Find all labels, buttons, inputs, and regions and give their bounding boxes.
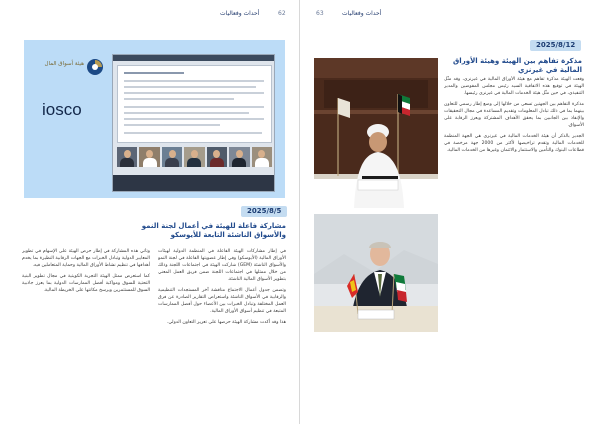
iosco-wordmark: iosco: [42, 100, 82, 119]
participant-tile: [229, 147, 249, 167]
article-column-right: [158, 248, 286, 418]
article-headline: مذكرة تفاهم بين الهيئة وهيئة الأوراق المالية في غيرنزي: [453, 57, 582, 74]
participant-tile: [252, 147, 272, 167]
article-date: 2025/8/12: [530, 40, 581, 51]
paragraph: في إطار مشاركات الهيئة الفاعلة في المنظمة الدولية لهيئات الأوراق المالية (الأيوسكو) وفي إطار عضويتها الفاعلة في لجنة النمو والأسواق الناشئة (GEM) شاركت الهيئة في اجتماعات اللجنة وذلك من خلال ممثلها في اجتماعات اللجنة ضمن فريق العمل المعني بتطوير الأسواق المالية الناشئة.: [158, 249, 286, 282]
participant-tile: [139, 147, 159, 167]
paragraph: وتأتي هذه المشاركة في إطار حرص الهيئة على الإسهام في تطوير المعايير الدولية وتبادل الخبرات مع الجهات الرقابية النظيرة بما يخدم أهدافها في تنظيم نشاط الأوراق المالية وحماية المتعاملين فيه.: [22, 249, 150, 268]
participant-tile: [184, 147, 204, 167]
article-body: [444, 76, 584, 246]
iosco-logo: [42, 58, 100, 136]
cma-logo-icon: [86, 58, 104, 76]
article-date: 2025/8/5: [241, 206, 287, 217]
article-column-left: [22, 248, 150, 418]
page-number: 63: [316, 10, 324, 17]
participant-tiles: [117, 147, 272, 167]
article-headline: مشاركة فاعلة للهيئة في أعمال لجنة النمو والأسواق الناشئة التابعة للأيوسكو: [141, 222, 286, 239]
paragraph: وقعت الهيئة مذكرة تفاهم مع هيئة الأوراق المالية في غيرنزي، وقد مثّل الهيئة في توقيع هذه الاتفاقية السيد رئيس مجلس المفوضين والمدير التنفيذي، في حين مثّل هيئة الخدمات المالية في غيرنزي رئيسها.: [444, 77, 584, 96]
participant-tile: [162, 147, 182, 167]
signing-illustration: [314, 58, 438, 208]
paragraph: الجدير بالذكر أن هيئة الخدمات المالية في غيرنزي هي الجهة المنظمة للخدمات المالية وتقدم تراخيصها لأكثر من 2000 جهة مرخصة في قطاعات البنوك والتأمين والاستثمار والائتمان وغيرها من الخدمات المالية.: [444, 134, 584, 153]
signing-photo: [314, 58, 438, 208]
video-conference-screenshot: [112, 54, 275, 192]
right-page: [300, 0, 600, 424]
participant-tile: [117, 147, 137, 167]
running-head: أحداث وفعاليات: [342, 10, 382, 17]
call-toolbar: [113, 175, 274, 191]
running-head: أحداث وفعاليات: [220, 10, 260, 17]
window-title-bar: [113, 55, 274, 61]
shared-document: [117, 65, 272, 143]
counterpart-illustration: [314, 214, 438, 332]
counterpart-signing-photo: [314, 214, 438, 332]
paragraph: وتضمن جدول أعمال الاجتماع مناقشة آخر المستجدات التنظيمية والرقابية في الأسواق الناشئة واستعراض التقارير الصادرة عن فرق العمل المختلفة وتبادل الخبرات بين الأعضاء حول أفضل الممارسات المتبعة في تنظيم أسواق الأوراق المالية.: [158, 288, 286, 314]
paragraph: هذا وقد أكدت مشاركة الهيئة حرصها على تعزيز التعاون الدولي.: [166, 320, 286, 325]
cma-logo-wordmark: هيئة أسواق المال: [44, 61, 84, 67]
paragraph: مذكرة التفاهم بين الجهتين تسعى من خلالها إلى وضع إطار رسمي للتعاون بينهما بما في ذلك تبادل المعلومات وتقديم المساعدة في مجال التحقيقات والإنفاذ بين الجانبين بما يحقق الأهداف المشتركة ويعزز الرقابة على الأسواق.: [444, 102, 584, 128]
feature-panel: [24, 40, 285, 198]
page-number: 62: [278, 10, 286, 17]
participant-tile: [207, 147, 227, 167]
paragraph: كما استعرض ممثل الهيئة التجربة الكويتية في مجال تطوير البنية التحتية للسوق ومواكبة أفضل الممارسات الدولية بما يعزز جاذبية السوق للمستثمرين ويرسخ مكانتها على الخريطة المالية.: [22, 274, 150, 293]
